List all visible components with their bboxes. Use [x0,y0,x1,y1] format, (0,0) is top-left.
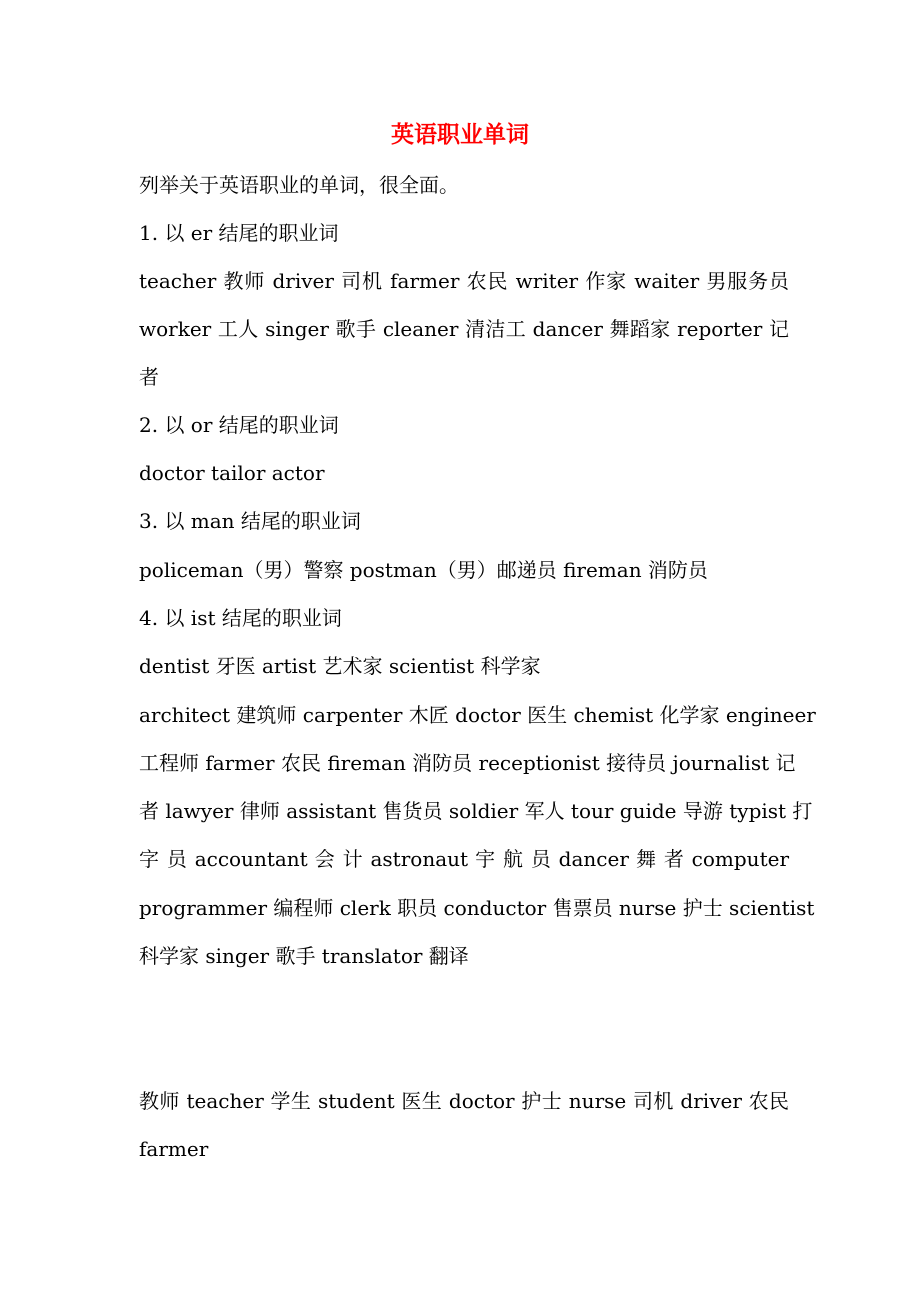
section-heading-er: 1. 以 er 结尾的职业词 [139,221,339,245]
section-heading-ist: 4. 以 ist 结尾的职业词 [139,606,342,630]
more-words-line-5: programmer 编程师 clerk 职员 conductor 售票员 nurse 护士 scientist [139,896,815,920]
ist-words-line: dentist 牙医 artist 艺术家 scientist 科学家 [139,654,541,678]
chinese-first-line-1: 教师 teacher 学生 student 医生 doctor 护士 nurse 司机 driver 农民 [139,1089,789,1113]
intro-text: 列举关于英语职业的单词，很全面。 [139,173,459,197]
document-title: 英语职业单词 [391,121,529,148]
chinese-first-line-2: farmer [139,1137,209,1161]
more-words-line-3: 者 lawyer 律师 assistant 售货员 soldier 军人 tour guide 导游 typist 打 [139,799,813,823]
man-words-line: policeman（男）警察 postman（男）邮递员 fireman 消防员 [139,558,708,582]
or-words-line: doctor tailor actor [139,461,325,485]
more-words-line-6: 科学家 singer 歌手 translator 翻译 [139,944,469,968]
section-heading-or: 2. 以 or 结尾的职业词 [139,413,339,437]
er-words-line-3: 者 [139,365,159,389]
section-heading-man: 3. 以 man 结尾的职业词 [139,509,361,533]
more-words-line-1: architect 建筑师 carpenter 木匠 doctor 医生 chemist 化学家 engineer [139,703,816,727]
more-words-line-4: 字 员 accountant 会 计 astronaut 宇 航 员 dancer 舞 者 computer [139,847,789,871]
er-words-line-2: worker 工人 singer 歌手 cleaner 清洁工 dancer 舞蹈家 reporter 记 [139,317,789,341]
more-words-line-2: 工程师 farmer 农民 fireman 消防员 receptionist 接待员 journalist 记 [139,751,796,775]
er-words-line-1: teacher 教师 driver 司机 farmer 农民 writer 作家 waiter 男服务员 [139,269,789,293]
